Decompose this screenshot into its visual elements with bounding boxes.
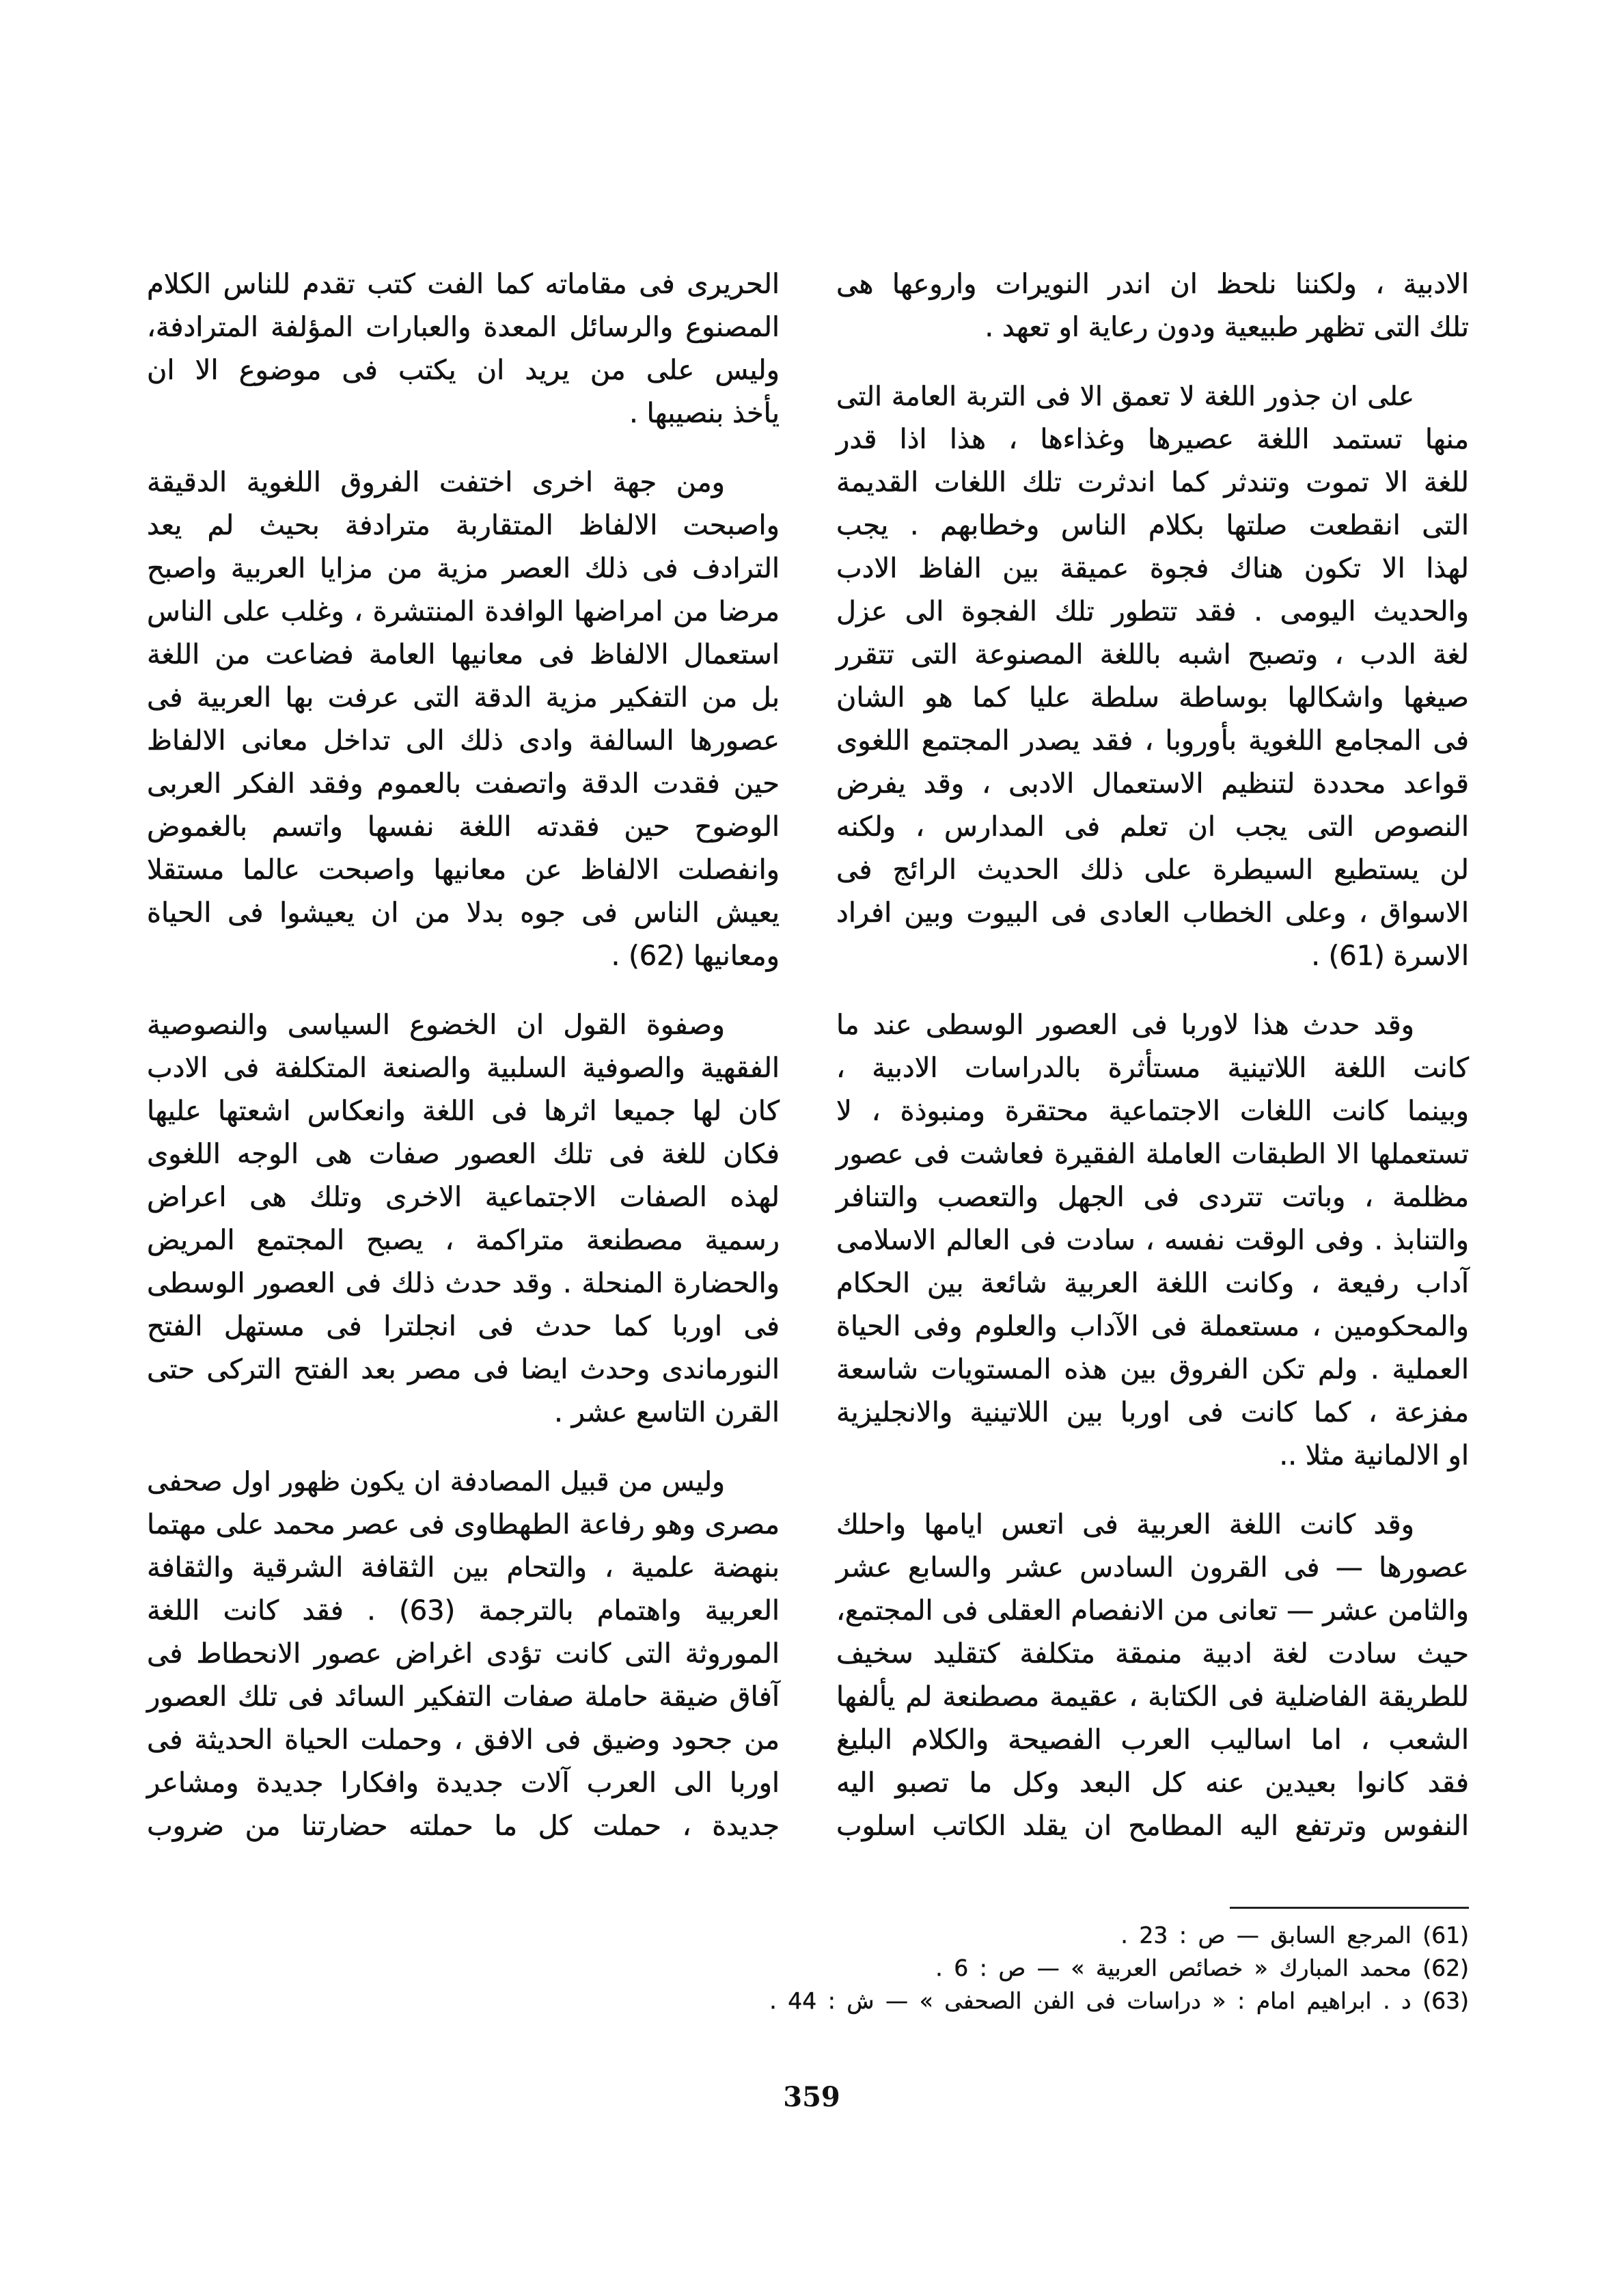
- text-line: آفاق ضيقة حاملة صفات التفكير السائد فى تلك العصور: [147, 1681, 780, 1713]
- text-line: الشعب ، اما اساليب العرب الفصيحة والكلام البليغ: [836, 1724, 1469, 1756]
- text-line: الاسرة (61) .: [1311, 940, 1469, 972]
- text-line: وقد كانت اللغة العربية فى اتعس ايامها واحلك: [836, 1509, 1414, 1540]
- text-line: تلك التى تظهر طبيعية ودون رعاية او تعهد .: [985, 312, 1469, 343]
- text-line: النفوس وترتفع اليه المطامح ان يقلد الكاتب اسلوب: [836, 1810, 1469, 1842]
- text-line: مصرى وهو رفاعة الطهطاوى فى عصر محمد على مهتما: [147, 1509, 780, 1540]
- text-line: وبينما كانت اللغات الاجتماعية محتقرة ومنبوذة ، لا: [836, 1096, 1469, 1127]
- text-line: على ان جذور اللغة لا تعمق الا فى التربة العامة التى: [836, 381, 1414, 412]
- paragraph: [147, 1004, 780, 1435]
- text-line: فقد كانوا بعيدين عنه كل البعد وكل ما تصبو اليه: [836, 1767, 1469, 1799]
- text-line: ومعانيها (62) .: [611, 940, 780, 972]
- text-line: عصورها — فى القرون السادس عشر والسابع عشر: [836, 1552, 1469, 1583]
- text-line: الموروثة التى كانت تؤدى اغراض عصور الانحطاط فى: [147, 1638, 780, 1670]
- paragraph: [836, 1504, 1469, 1848]
- left-column: [147, 263, 780, 1848]
- text-line: والتنابذ . وفى الوقت نفسه ، سادت فى العالم الاسلامى: [836, 1225, 1469, 1256]
- text-line: الترادف فى ذلك العصر مزية من مزايا العربية واصبح: [147, 553, 780, 584]
- text-line: لغة الدب ، وتصبح اشبه باللغة المصنوعة التى تتقرر: [836, 639, 1469, 670]
- footnote: (61) المرجع السابق — ص : 23 .: [1120, 1922, 1469, 1948]
- text-line: يأخذ بنصيبها .: [629, 398, 780, 429]
- text-line: القرن التاسع عشر .: [554, 1397, 780, 1428]
- text-line: والمحكومين ، مستعملة فى الآداب والعلوم وفى الحياة: [836, 1311, 1469, 1342]
- text-line: فى اوربا كما حدث فى انجلترا فى مستهل الفتح: [147, 1311, 780, 1342]
- text-line: لن يستطيع السيطرة على ذلك الحديث الرائج فى: [836, 854, 1469, 886]
- text-line: كان لها جميعا اثرها فى اللغة وانعكاس اشعتها عليها: [147, 1096, 780, 1127]
- paragraph: [836, 263, 1469, 349]
- text-line: العربية واهتمام بالترجمة (63) . فقد كانت اللغة: [147, 1595, 780, 1627]
- paragraph: [836, 1004, 1469, 1478]
- text-line: النورماندى وحدث ايضا فى مصر بعد الفتح التركى حتى: [147, 1354, 780, 1385]
- text-line: اوربا الى العرب آلات جديدة وافكارا جديدة ومشاعر: [147, 1767, 780, 1799]
- text-line: التى انقطعت صلتها بكلام الناس وخطابهم . يجب: [836, 510, 1469, 541]
- text-line: مظلمة ، وباتت تتردى فى الجهل والتعصب والتنافر: [836, 1182, 1469, 1213]
- footnotes: [147, 1919, 1469, 2017]
- text-line: آداب رفيعة ، وكانت اللغة العربية شائعة بين الحكام: [836, 1268, 1469, 1299]
- text-line: والحضارة المنحلة . وقد حدث ذلك فى العصور الوسطى: [147, 1268, 780, 1299]
- paragraph: [147, 1460, 780, 1848]
- text-line: لهذه الصفات الاجتماعية الاخرى وتلك هى اعراض: [147, 1182, 780, 1213]
- text-line: جديدة ، حملت كل ما حملته حضارتنا من ضروب: [147, 1810, 780, 1842]
- text-line: حيث سادت لغة ادبية منمقة متكلفة كتقليد سخيف: [836, 1638, 1469, 1670]
- text-line: من جحود وضيق فى الافق ، وحملت الحياة الحديثة فى: [147, 1724, 780, 1756]
- text-line: الادبية ، ولكننا نلحظ ان اندر النويرات واروعها هى: [836, 269, 1469, 300]
- text-line: منها تستمد اللغة عصيرها وغذاءها ، هذا اذا قدر: [836, 424, 1469, 455]
- footnote: (63) د . ابراهيم امام : « دراسات فى الفن الصحفى » — ش : 44 .: [769, 1987, 1469, 2014]
- page-number: 359: [783, 2081, 840, 2113]
- paragraph: [147, 263, 780, 435]
- text-line: ومن جهة اخرى اختفت الفروق اللغوية الدقيقة: [147, 467, 725, 498]
- text-line: الوضوح حين فقدته اللغة نفسها واتسم بالغموض: [147, 811, 780, 843]
- text-line: وقد حدث هذا لاوربا فى العصور الوسطى عند ما: [836, 1009, 1414, 1041]
- text-line: العملية . ولم تكن الفروق بين هذه المستويات شاسعة: [836, 1354, 1469, 1385]
- text-line: وليس من قبيل المصادفة ان يكون ظهور اول صحفى: [147, 1467, 725, 1497]
- text-line: فكان للغة فى تلك العصور صفات هى الوجه اللغوى: [147, 1139, 780, 1170]
- text-line: كانت اللغة اللاتينية مستأثرة بالدراسات الادبية ،: [836, 1052, 1469, 1084]
- text-line: وليس على من يريد ان يكتب فى موضوع الا ان: [147, 355, 780, 386]
- text-line: وصفوة القول ان الخضوع السياسى والنصوصية: [147, 1009, 725, 1041]
- text-line: استعمال الالفاظ فى معانيها العامة فضاعت من اللغة: [147, 639, 780, 670]
- text-line: الاسواق ، وعلى الخطاب العادى فى البيوت وبين افراد: [836, 897, 1469, 929]
- text-line: او الالمانية مثلا ..: [1279, 1440, 1469, 1471]
- text-line: النصوص التى يجب ان تعلم فى المدارس ، ولكنه: [836, 811, 1469, 843]
- text-line: بل من التفكير مزية الدقة التى عرفت بها العربية فى: [147, 682, 780, 713]
- text-line: قواعد محددة لتنظيم الاستعمال الادبى ، وقد يفرض: [836, 768, 1469, 800]
- paragraph: [147, 461, 780, 978]
- text-line: وانفصلت الالفاظ عن معانيها واصبحت عالما مستقلا: [147, 854, 780, 886]
- right-column: [836, 263, 1469, 1848]
- text-line: الفقهية والصوفية السلبية والصنعة المتكلفة فى الادب: [147, 1052, 780, 1084]
- text-line: بنهضة علمية ، والتحام بين الثقافة الشرقية والثقافة: [147, 1552, 780, 1583]
- text-line: والحديث اليومى . فقد تتطور تلك الفجوة الى عزل: [836, 596, 1469, 627]
- text-line: فى المجامع اللغوية بأوروبا ، فقد يصدر المجتمع اللغوى: [836, 725, 1469, 757]
- text-line: للطريقة الفاضلية فى الكتابة ، عقيمة مصطنعة لم يألفها: [836, 1681, 1469, 1713]
- text-line: تستعملها الا الطبقات العاملة الفقيرة فعاشت فى عصور: [836, 1139, 1469, 1170]
- text-line: والثامن عشر — تعانى من الانفصام العقلى فى المجتمع،: [836, 1595, 1469, 1627]
- footnote-divider: [1230, 1907, 1469, 1909]
- text-line: رسمية مصطنعة متراكمة ، يصبح المجتمع المريض: [147, 1225, 780, 1256]
- text-line: لهذا الا تكون هناك فجوة عميقة بين الفاظ الادب: [836, 553, 1469, 584]
- text-line: صيغها واشكالها بوساطة سلطة عليا كما هو الشان: [836, 682, 1469, 713]
- text-line: الحريرى فى مقاماته كما الفت كتب تقدم للناس الكلام: [147, 269, 780, 300]
- paragraph: [836, 375, 1469, 978]
- text-line: واصبحت الالفاظ المتقاربة مترادفة بحيث لم يعد: [147, 510, 780, 541]
- text-line: يعيش الناس فى جوه بدلا من ان يعيشوا فى الحياة: [147, 897, 780, 929]
- footnote: (62) محمد المبارك « خصائص العربية » — ص : 6 .: [935, 1955, 1469, 1981]
- text-line: مرضا من امراضها الوافدة المنتشرة ، وغلب على الناس: [147, 596, 780, 627]
- text-line: مفزعة ، كما كانت فى اوربا بين اللاتينية والانجليزية: [836, 1397, 1469, 1428]
- text-line: للغة الا تموت وتندثر كما اندثرت تلك اللغات القديمة: [836, 467, 1469, 498]
- text-line: حين فقدت الدقة واتصفت بالعموم وفقد الفكر العربى: [147, 768, 780, 800]
- text-line: عصورها السالفة وادى ذلك الى تداخل معانى الالفاظ: [147, 725, 780, 757]
- text-line: المصنوع والرسائل المعدة والعبارات المؤلفة المترادفة،: [147, 312, 780, 343]
